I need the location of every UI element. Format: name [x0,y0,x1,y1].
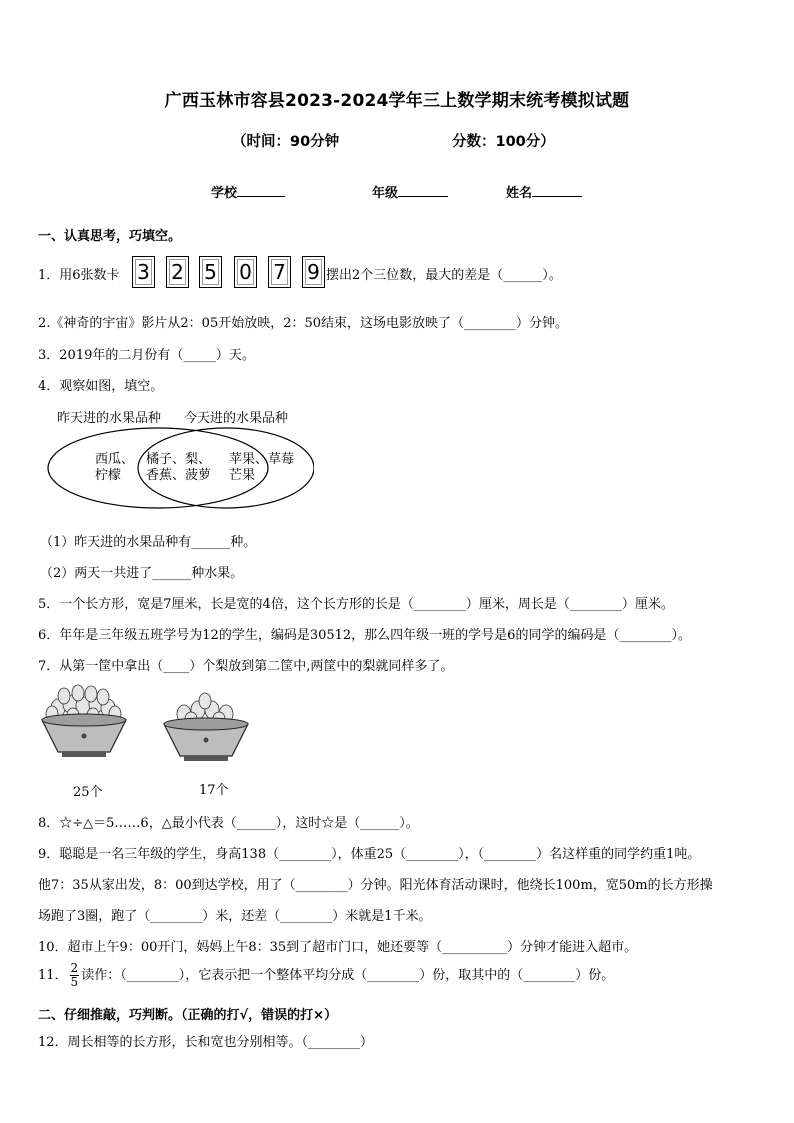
question-9-line-2: 他7：35从家出发，8：00到达学校，用了（________）分钟。阳光体育活动课时，他绕长100m，宽50m的长方形操 [38,878,713,893]
venn-middle-line-1: 橘子、梨、 [146,452,212,467]
number-card-1: 3 [132,256,155,288]
question-7: 7．从第一筐中拿出（____）个梨放到第二筐中,两筐中的梨就同样多了。 [38,659,454,674]
q1-prefix: 1．用6张数卡 [38,268,120,283]
question-6: 6．年年是三年级五班学号为12的学生，编码是30512，那么四年级一班的学号是6的同学的编码是（________）。 [38,628,691,643]
question-5: 5．一个长方形，宽是7厘米，长是宽的4倍，这个长方形的长是（________）厘米，周长是（________）厘米。 [38,597,674,612]
pear-basket-2-image [160,692,252,776]
venn-right-line-2: 芒果 [229,468,256,483]
question-4-2: （2）两天一共进了______种水果。 [40,566,244,581]
q1-suffix: 摆出2个三位数，最大的差是（______）。 [326,268,562,283]
question-4-1: （1）昨天进的水果品种有______种。 [40,535,257,550]
question-9-line-3: 场跑了3圈，跑了（________）米，还差（________）米就是1千米。 [38,909,432,924]
venn-left-only [95,452,134,484]
number-card-4: 0 [234,256,257,288]
venn-middle-line-2: 香蕉、菠萝 [146,468,212,483]
name-blank[interactable] [532,196,582,197]
number-card-5: 7 [268,256,291,288]
section1-heading: 一、认真思考，巧填空。 [38,229,182,244]
exam-time: （时间：90分钟 [232,134,340,150]
question-12: 12．周长相等的长方形，长和宽也分别相等。（________） [38,1035,374,1050]
question-2: 2.《神奇的宇宙》影片从2：05开始放映，2：50结束，这场电影放映了（________）分钟。 [38,316,569,331]
exam-score: 分数：100分） [452,134,555,150]
venn-right-title: 今天进的水果品种 [184,411,289,426]
question-9-line-1: 9．聪聪是一名三年级的学生，身高138（________），体重25（________），（________）名这样重的同学约重1吨。 [38,847,701,862]
school-blank[interactable] [237,196,285,197]
fraction-numerator: 2 [70,961,79,975]
question-11 [38,962,614,989]
venn-left-title: 昨天进的水果品种 [57,411,162,426]
school-field [211,182,285,201]
venn-right-only [229,452,294,484]
name-field [506,182,582,201]
number-card-3: 5 [199,256,222,288]
school-label: 学校 [211,186,238,201]
page-title: 广西玉林市容县2023-2024学年三上数学期末统考模拟试题 [164,91,630,111]
q11-prefix: 11． [38,968,68,983]
venn-middle [146,452,211,484]
venn-left-line-2: 柠檬 [95,468,122,483]
question-3: 3．2019年的二月份有（_____）天。 [38,348,255,363]
question-10: 10．超市上午9：00开门，妈妈上午8：35到了超市门口，她还要等（__________）分钟才能进入超市。 [38,940,638,955]
section2-heading: 二、仔细推敲，巧判断。（正确的打√，错误的打×） [38,1008,338,1023]
fraction-denominator: 5 [70,975,79,989]
number-card-6: 9 [302,256,325,288]
basket-1-label: 25个 [73,785,103,800]
name-label: 姓名 [506,186,533,201]
pear-basket-1-image [38,682,130,776]
grade-label: 年级 [372,186,399,201]
q11-suffix: 读作：（________），它表示把一个整体平均分成（________）份，取其中的（________）份。 [81,968,615,983]
venn-left-line-1: 西瓜、 [95,452,135,467]
fraction-two-fifths [70,962,80,989]
grade-blank[interactable] [398,196,448,197]
number-card-2: 2 [166,256,189,288]
venn-right-line-1: 苹果、草莓 [229,452,295,467]
basket-2-label: 17个 [199,783,229,798]
grade-field [372,182,448,201]
question-8: 8．☆÷△＝5……6，△最小代表（______），这时☆是（______）。 [38,816,419,831]
question-4: 4．观察如图，填空。 [38,379,164,394]
